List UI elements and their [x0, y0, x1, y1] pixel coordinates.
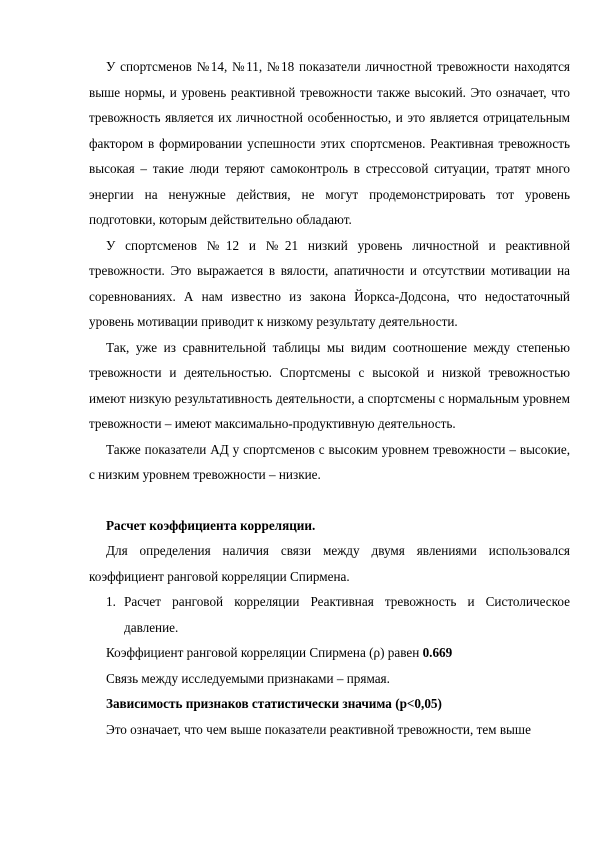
section-heading: Расчет коэффициента корреляции.: [106, 517, 316, 533]
paragraph-personal-anxiety: У спортсменов №14, №11, №18 показатели личностной тревожности находятся выше нормы, и уровень реактивной тревожности также высокий. Это означает, что тревожность является их личностной особенностью, и это является отрицательным фактором в формировании успешности этих спортсменов. Реактивная тревожность высокая – такие люди теряют самоконтроль в стрессовой ситуации, тратят много энергии на ненужные действия, не могут продемонстрировать тот уровень подготовки, которым действительно обладают.: [89, 59, 570, 227]
coefficient-label: Коэффициент ранговой корреляции Спирмена (ρ) равен: [106, 645, 423, 660]
list-item: [89, 589, 570, 640]
paragraph-coefficient: [89, 640, 570, 666]
section-spacer: [89, 488, 570, 513]
list-number: 1.: [106, 594, 116, 609]
document-body: [89, 54, 570, 742]
paragraph-low-anxiety: У спортсменов №12 и №21 низкий уровень личностной и реактивной тревожности. Это выражается в вялости, апатичности и отсутствии мотивации на соревнованиях. А нам известно из закона Йоркса-Додсона, что недостаточный уровень мотивации приводит к низкому результату деятельности.: [89, 237, 570, 329]
paragraph-spearman-intro: Для определения наличия связи между двумя явлениями использовался коэффициент ранговой корреляции Спирмена.: [89, 543, 570, 584]
paragraph-relation: Связь между исследуемыми признаками – прямая.: [106, 670, 390, 686]
paragraph-blood-pressure: Также показатели АД у спортсменов с высоким уровнем тревожности – высокие, с низким уровнем тревожности – низкие.: [89, 441, 570, 482]
coefficient-value: 0.669: [422, 645, 453, 660]
paragraph-comparison-table: Так, уже из сравнительной таблицы мы видим соотношение между степенью тревожности и деятельностью. Спортсмены с высокой и низкой тревожностью имеют низкую результативность деятельности, а спортсмены с нормальным уровнем тревожности – имеют максимально-продуктивную деятельность.: [89, 339, 570, 431]
paragraph-significance: Зависимость признаков статистически значима (p<0,05): [106, 696, 442, 711]
paragraph-conclusion: Это означает, что чем выше показатели реактивной тревожности, тем выше: [106, 721, 531, 737]
list-item-text: Расчет ранговой корреляции Реактивная тревожность и Систолическое давление.: [124, 594, 570, 635]
